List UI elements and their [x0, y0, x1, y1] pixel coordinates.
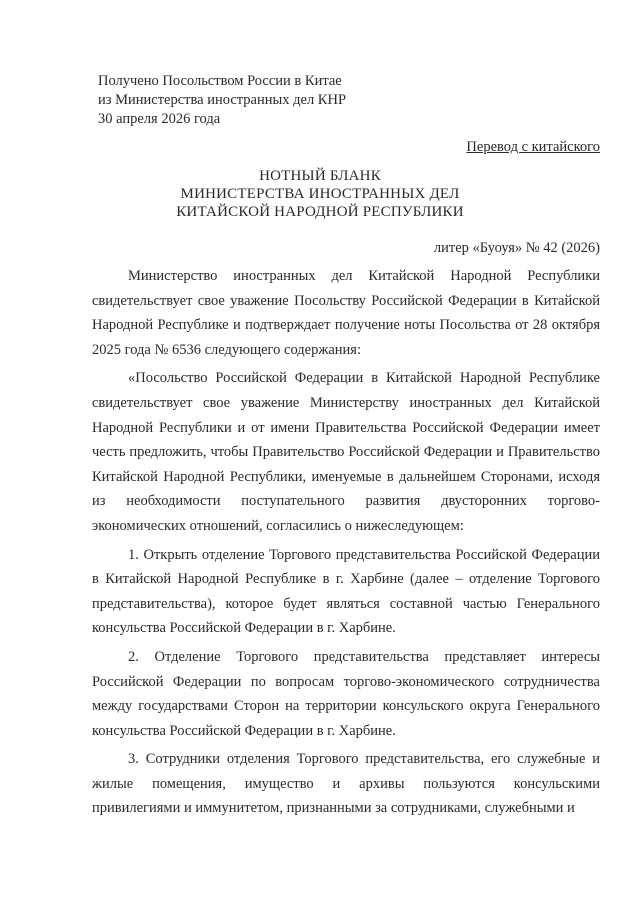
body-paragraph-5: 3. Сотрудники отделения Торгового представительства, его служебные и жилые помещения, имущество и архивы пользуются консульскими привилегиями и иммунитетом, признанными за сотрудниками, служебными и — [92, 751, 600, 817]
body-paragraph-4: 2. Отделение Торгового представительства представляет интересы Российской Федерации по вопросам торгово-экономического сотрудничества между государствами Сторон на территории консульского округа Генерального консульства Российской Федерации в г. Харбине. — [92, 648, 600, 739]
reference-number: литер «Буоуя» № 42 (2026) — [433, 240, 600, 256]
body-paragraph-2: «Посольство Российской Федерации в Китайской Народной Республике свидетельствует свое уважение Министерству иностранных дел Китайской Народной Республики и от имени Правительства Российской Федерации имеет честь предложить, чтобы Правительство Российской Федерации и Правительство Китайской Народной Республики, именуемые в дальнейшем Сторонами, исходя из необходимости поступательного развития двусторонних торгово-экономических отношений, согласились о нижеследующем: — [92, 370, 600, 534]
header-line-1: НОТНЫЙ БЛАНК — [259, 168, 381, 184]
received-line-1: Получено Посольством России в Китае — [98, 73, 342, 89]
header-line-3: КИТАЙСКОЙ НАРОДНОЙ РЕСПУБЛИКИ — [176, 204, 464, 220]
document-header — [0, 167, 640, 221]
document-body — [92, 264, 600, 821]
header-line-2: МИНИСТЕРСТВА ИНОСТРАННЫХ ДЕЛ — [180, 186, 460, 202]
body-paragraph-3: 1. Открыть отделение Торгового представительства Российской Федерации в Китайской Народной Республике в г. Харбине (далее – отделение Торгового представительства), которое будет являться составной частью Генерального консульства Российской Федерации в г. Харбине. — [92, 546, 600, 637]
received-line-3: 30 апреля 2026 года — [98, 111, 221, 127]
received-stamp-note — [98, 72, 346, 129]
body-paragraph-1: Министерство иностранных дел Китайской Народной Республики свидетельствует свое уважение Посольству Российской Федерации в Китайской Народной Республике и подтверждает получение ноты Посольства от 28 октября 2025 года № 6536 следующего содержания: — [92, 268, 600, 358]
translation-note: Перевод с китайского — [466, 139, 600, 155]
received-line-2: из Министерства иностранных дел КНР — [98, 92, 347, 108]
